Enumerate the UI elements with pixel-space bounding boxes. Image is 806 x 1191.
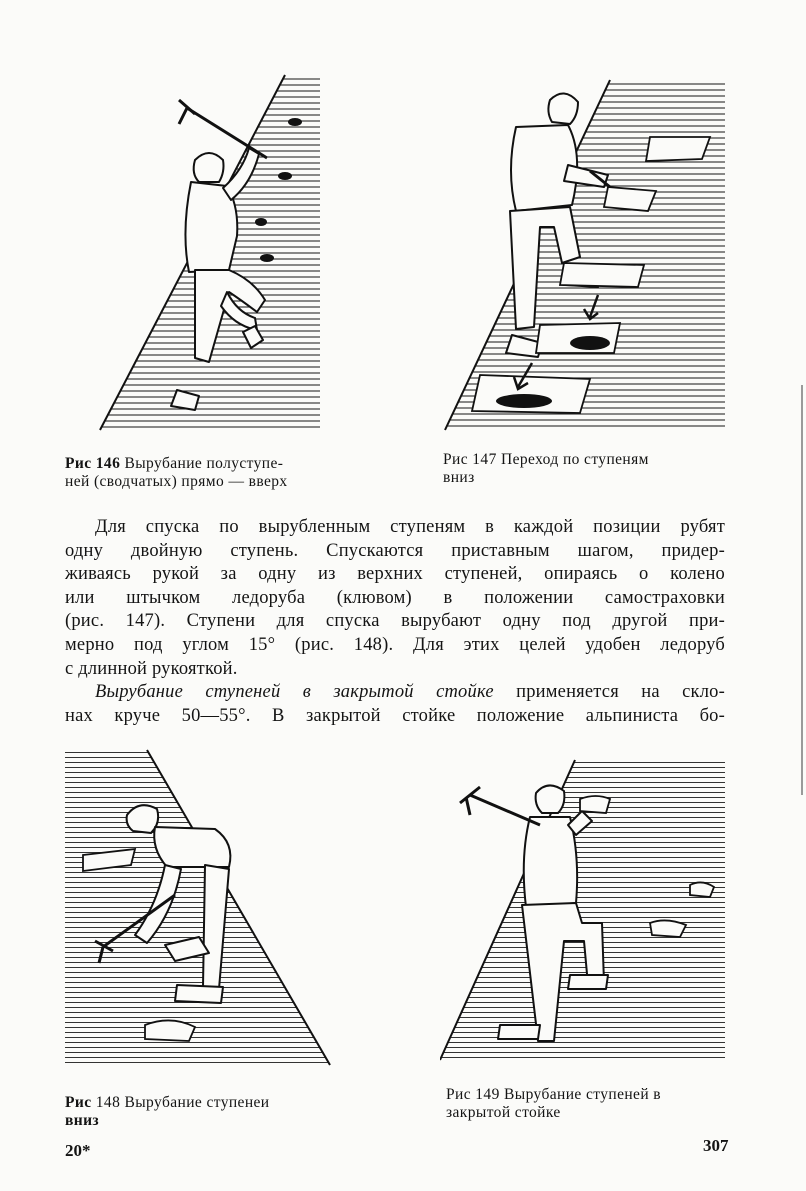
caption-line: закрытой стойке [446, 1104, 561, 1121]
figure-number: 149 [475, 1086, 500, 1103]
signature-mark: 20* [65, 1141, 91, 1160]
caption-line: Переход по ступеням [501, 451, 649, 468]
body-line: (рис. 147). Ступени для спуска вырубают одну под другой при- [65, 611, 725, 632]
figure-number: 146 [95, 455, 121, 472]
caption-figure-147 [443, 451, 728, 487]
body-line: живаясь рукой за одну из верхних ступеней, опираясь о колено [65, 564, 725, 585]
figure-146-illustration [95, 70, 320, 440]
figure-149-illustration [440, 755, 725, 1065]
body-line: Для спуска по вырубленным ступеням в каждой позиции рубят [95, 517, 725, 537]
body-line: с длинной рукояткой. [65, 658, 238, 679]
page-edge-shadow [801, 385, 803, 795]
caption-figure-149 [446, 1086, 731, 1122]
caption-figure-146 [65, 455, 355, 491]
caption-prefix: Рис [446, 1086, 471, 1103]
body-line [65, 681, 725, 705]
caption-line: Вырубание ступенеи [124, 1094, 270, 1111]
body-line: мерно под углом 15° (рис. 148). Для этих целей удобен ледоруб [65, 634, 725, 655]
caption-line: вниз [443, 469, 475, 486]
body-line: одну двойную ступень. Спускаются приставным шагом, придер- [65, 540, 725, 561]
caption-prefix: Рис [443, 451, 468, 468]
caption-line: ней (сводчатых) прямо — вверх [65, 473, 288, 490]
page-number: 307 [703, 1136, 729, 1155]
body-line: нах круче 50—55°. В закрытой стойке положение альпиниста бо- [65, 705, 725, 726]
figure-148-illustration [65, 745, 335, 1075]
body-fragment: применяется на скло- [493, 682, 725, 703]
caption-line: Вырубание ступеней в [504, 1086, 662, 1103]
caption-prefix: Рис [65, 1094, 92, 1111]
caption-figure-148 [65, 1094, 345, 1130]
caption-prefix: Рис [65, 455, 92, 472]
figure-number: 148 [95, 1094, 121, 1111]
figure-number: 147 [472, 451, 497, 468]
figure-147-illustration [440, 75, 725, 440]
italic-term: Вырубание ступеней в закрытой стойке [95, 682, 494, 703]
caption-line: Вырубание полуступе- [124, 455, 284, 472]
body-text [65, 516, 725, 728]
caption-line: вниз [65, 1112, 100, 1129]
body-line: или штычком ледоруба (клювом) в положении самостраховки [65, 587, 725, 608]
